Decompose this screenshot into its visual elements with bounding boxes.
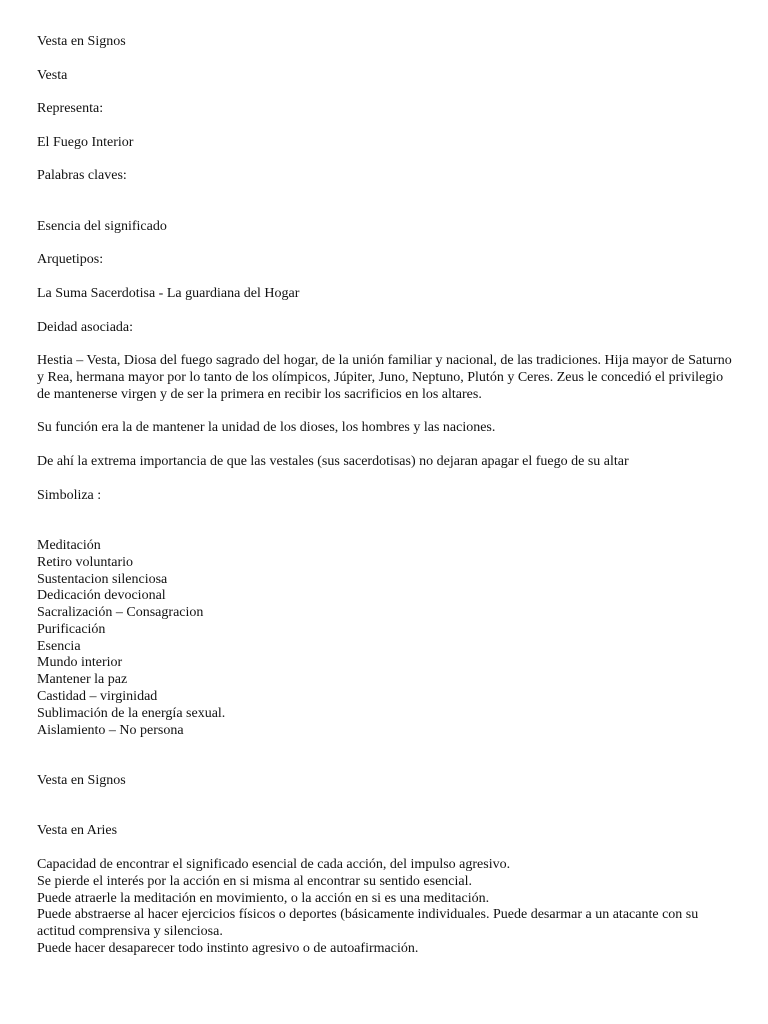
section-title: Vesta en Signos <box>37 773 126 789</box>
symbol-item: Mundo interior <box>37 655 123 671</box>
symbol-item: Mantener la paz <box>37 672 128 688</box>
importance-paragraph: De ahí la extrema importancia de que las vestales (sus sacerdotisas) no dejaran apagar el fuego de su altar <box>37 453 629 469</box>
symbol-item: Sustentacion silenciosa <box>37 571 168 587</box>
aries-line: Capacidad de encontrar el significado esencial de cada acción, del impulso agresivo. <box>37 857 511 873</box>
symbol-item: Sublimación de la energía sexual. <box>37 705 226 721</box>
aries-line: Puede atraerle la meditación en movimiento, o la acción en si es una meditación. <box>37 890 490 906</box>
aries-line: Puede abstraerse al hacer ejercicios físicos o deportes (básicamente individuales. Puede desarmar a un atacante con su actitud comprensiva y silenciosa. <box>37 907 699 940</box>
symbolizes-label: Simboliza : <box>37 487 102 503</box>
spacer <box>37 202 737 219</box>
spacer <box>37 756 737 773</box>
symbol-item: Aislamiento – No persona <box>37 722 184 738</box>
document-title: Vesta en Signos <box>37 34 126 49</box>
symbol-item: Castidad – virginidad <box>37 689 158 705</box>
represents-value: El Fuego Interior <box>37 134 134 150</box>
spacer <box>37 521 737 538</box>
archetypes-label: Arquetipos: <box>37 252 104 268</box>
symbol-item: Purificación <box>37 621 106 637</box>
archetypes-value: La Suma Sacerdotisa - La guardiana del Hogar <box>37 285 300 301</box>
aries-line: Se pierde el interés por la acción en si misma al encontrar su sentido esencial. <box>37 873 473 889</box>
essence-heading: Esencia del significado <box>37 218 167 234</box>
keywords-label: Palabras claves: <box>37 168 127 184</box>
symbol-item: Retiro voluntario <box>37 554 134 570</box>
spacer <box>37 807 737 824</box>
symbol-item: Sacralización – Consagracion <box>37 605 204 621</box>
document-page <box>37 34 737 975</box>
aries-title: Vesta en Aries <box>37 823 118 839</box>
aries-lines <box>37 857 737 958</box>
aries-line: Puede hacer desaparecer todo instinto agresivo o de autoafirmación. <box>37 941 419 957</box>
symbols-list <box>37 538 737 740</box>
symbol-item: Meditación <box>37 537 101 553</box>
symbol-item: Dedicación devocional <box>37 588 166 604</box>
planet-name: Vesta <box>37 67 68 83</box>
symbol-item: Esencia <box>37 638 81 654</box>
deity-label: Deidad asociada: <box>37 319 134 335</box>
function-paragraph: Su función era la de mantener la unidad de los dioses, los hombres y las naciones. <box>37 420 496 436</box>
deity-paragraph: Hestia – Vesta, Diosa del fuego sagrado del hogar, de la unión familiar y nacional, de las tradiciones. Hija mayor de Saturno y Rea, hermana mayor por lo tanto de los olímpicos, Júpiter, Juno, Neptuno, Plutón y Ceres. Zeus le concedió el privilegio de mantenerse virgen y de ser la primera en recibir los sacrificios en los altares. <box>37 353 732 402</box>
represents-label: Representa: <box>37 101 104 117</box>
